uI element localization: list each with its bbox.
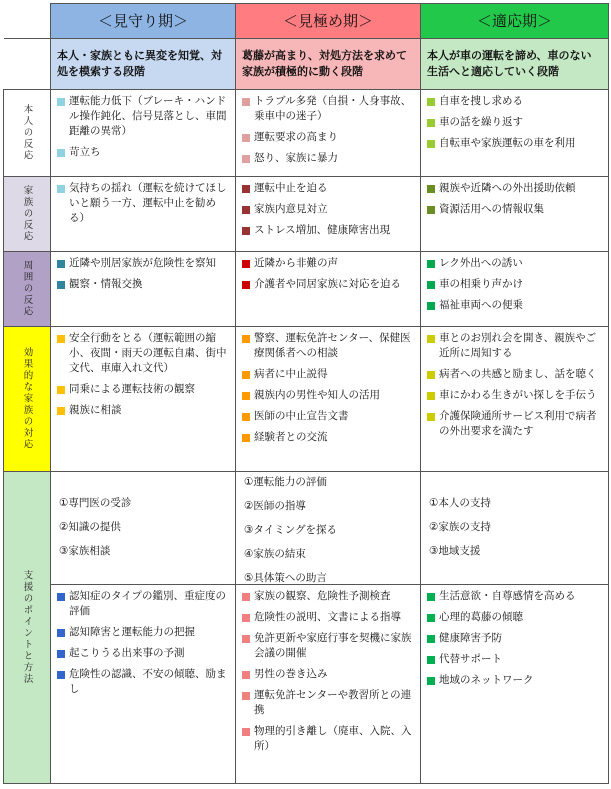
row-label: 家族の反応 [21, 185, 33, 243]
list-item [242, 331, 414, 361]
support-method-list [421, 472, 608, 585]
square-bullet-icon [427, 635, 435, 643]
list-item-text: 男性の巻き込み [254, 668, 328, 680]
list-item-text: 近隣から非難の声 [254, 257, 338, 269]
support-method-item: ①運転能力の評価 [244, 476, 327, 488]
list-item-text: ストレス増加、健康障害出現 [254, 224, 391, 236]
square-bullet-icon [427, 656, 435, 664]
list-item [57, 625, 229, 640]
list-item-text: 運転能力低下（ブレーキ・ハンドル操作鈍化、信号見落とし、車間距離の異常） [69, 95, 227, 137]
cell-effective-family-response-2 [421, 327, 609, 472]
list-item [242, 430, 414, 445]
square-bullet-icon [427, 677, 435, 685]
support-method-list [236, 472, 420, 585]
list-item-text: 資源活用への情報収集 [439, 203, 544, 215]
support-method-list [51, 472, 235, 585]
phase-subtitle-adapt: 本人が車の運転を諦め、車のない生活へと適応していく段階 [421, 39, 609, 90]
square-bullet-icon [427, 260, 435, 268]
square-bullet-icon [242, 134, 250, 142]
phase-title-watch: ＜見守り期＞ [51, 4, 236, 39]
list-item-text: 危険性の認識、不安の傾聴、励まし [69, 668, 227, 695]
list-item [427, 652, 602, 667]
list-item [427, 388, 602, 403]
list-item [242, 610, 414, 625]
square-bullet-icon [427, 593, 435, 601]
list-item-text: 車の話を繰り返す [439, 116, 523, 128]
square-bullet-icon [57, 593, 65, 601]
list-item-text: 心理的葛藤の傾聴 [439, 611, 523, 623]
phase-subtitle-assess: 葛藤が高まり、対処方法を求めて家族が積極的に動く段階 [236, 39, 421, 90]
cell-surrounding-reaction-1 [236, 252, 421, 327]
list-item-text: 福祉車両への便乗 [439, 299, 523, 311]
list-item-text: 運転免許センターや教習所との連携 [254, 689, 412, 716]
row-effective-family-response [4, 327, 609, 472]
support-method-item: ①専門医の受診 [59, 497, 132, 509]
support-method-item: ②医師の指導 [244, 500, 306, 512]
list-item-text: 家族内意見対立 [254, 203, 328, 215]
list-item [242, 688, 414, 718]
list-item [427, 115, 602, 130]
square-bullet-icon [242, 692, 250, 700]
row-support-points [4, 472, 609, 784]
list-item-text: 認知症のタイプの鑑別、重症度の評価 [69, 590, 226, 617]
list-item [242, 130, 414, 145]
list-item-text: 代替サポート [439, 653, 502, 665]
list-item-text: 親族に相談 [69, 404, 122, 416]
item-list [236, 252, 420, 302]
list-item-text: 医師の中止宣告文書 [254, 410, 349, 422]
phase-title-adapt: ＜適応期＞ [421, 4, 609, 39]
list-item [242, 631, 414, 661]
table-body [4, 90, 609, 784]
square-bullet-icon [242, 227, 250, 235]
row-label: 周囲の反応 [21, 260, 33, 318]
support-method-item: ③タイミングを探る [244, 524, 337, 536]
item-list [51, 177, 235, 236]
list-item [427, 256, 602, 271]
row-self-reaction [4, 90, 609, 177]
phase-header-row [4, 4, 609, 39]
cell-surrounding-reaction-0 [51, 252, 236, 327]
list-item-text: 同乗による運転技術の観察 [69, 383, 195, 395]
square-bullet-icon [242, 593, 250, 601]
square-bullet-icon [427, 614, 435, 622]
list-item [242, 367, 414, 382]
list-item-text: 物理的引き離し（廃車、入院、入所） [254, 725, 412, 752]
list-item-text: 運転要求の高まり [254, 131, 338, 143]
cell-effective-family-response-0 [51, 327, 236, 472]
item-list [421, 327, 608, 449]
list-item [57, 145, 229, 160]
list-item [242, 151, 414, 166]
list-item-text: 親族や近隣への外出援助依頼 [439, 182, 576, 194]
corner-cell-2 [4, 39, 51, 90]
support-table-frame [3, 3, 608, 783]
item-list [236, 177, 420, 248]
list-item [57, 277, 229, 292]
cell-support-points-1 [236, 472, 421, 784]
support-method-item: ③家族相談 [59, 545, 111, 557]
item-list [51, 252, 235, 302]
support-method-item: ⑤具体策への助言 [244, 572, 327, 584]
list-item [427, 631, 602, 646]
item-list [51, 327, 235, 428]
list-item [242, 223, 414, 238]
square-bullet-icon [57, 386, 65, 394]
support-method-item: ④家族の結束 [244, 548, 306, 560]
list-item-text: 病者に中止説得 [254, 368, 328, 380]
support-detail-list [236, 585, 420, 764]
row-label-cell [4, 252, 51, 327]
square-bullet-icon [242, 671, 250, 679]
list-item [57, 646, 229, 661]
list-item [427, 277, 602, 292]
square-bullet-icon [57, 671, 65, 679]
item-list [51, 90, 235, 170]
item-list [236, 327, 420, 455]
list-item-text: 家族の観察、危険性予測検査 [254, 590, 391, 602]
list-item [57, 94, 229, 139]
square-bullet-icon [57, 281, 65, 289]
square-bullet-icon [242, 614, 250, 622]
phase-title-assess: ＜見極め期＞ [236, 4, 421, 39]
list-item-text: 気持ちの揺れ（運転を続けてほしいと願う一方、運転中止を勧める） [69, 182, 227, 224]
list-item [242, 589, 414, 604]
square-bullet-icon [242, 155, 250, 163]
square-bullet-icon [242, 281, 250, 289]
item-list [421, 177, 608, 227]
list-item [57, 181, 229, 226]
square-bullet-icon [427, 335, 435, 343]
list-item-text: 親族内の男性や知人の活用 [254, 389, 380, 401]
square-bullet-icon [242, 185, 250, 193]
row-label: 支援のポイントと方法 [21, 570, 33, 685]
cell-family-reaction-2 [421, 177, 609, 252]
list-item [427, 298, 602, 313]
square-bullet-icon [57, 335, 65, 343]
square-bullet-icon [242, 335, 250, 343]
row-label-cell [4, 177, 51, 252]
row-label-cell [4, 327, 51, 472]
cell-family-reaction-1 [236, 177, 421, 252]
list-item [242, 181, 414, 196]
dementia-driving-support-table [3, 3, 609, 784]
list-item-text: 車にかわる生きがい探しを手伝う [439, 389, 597, 401]
cell-support-points-2 [421, 472, 609, 784]
square-bullet-icon [242, 728, 250, 736]
square-bullet-icon [57, 260, 65, 268]
phase-subtitle-row [4, 39, 609, 90]
cell-self-reaction-0 [51, 90, 236, 177]
row-label: 効果的な家族の対応 [21, 347, 33, 451]
cell-support-points-0 [51, 472, 236, 784]
list-item-text: トラブル多発（自損・人身事故、乗車中の迷子） [254, 95, 412, 122]
item-list [421, 252, 608, 323]
corner-cell [4, 4, 51, 39]
list-item-text: 観察・情報交換 [69, 278, 143, 290]
row-family-reaction [4, 177, 609, 252]
list-item-text: 起こりうる出来事の予測 [69, 647, 185, 659]
square-bullet-icon [242, 98, 250, 106]
square-bullet-icon [242, 260, 250, 268]
list-item-text: 車の相乗り声かけ [439, 278, 523, 290]
list-item [242, 277, 414, 292]
square-bullet-icon [57, 650, 65, 658]
list-item [427, 367, 602, 382]
item-list [421, 90, 608, 161]
square-bullet-icon [57, 149, 65, 157]
list-item-text: 運転中止を迫る [254, 182, 328, 194]
square-bullet-icon [242, 392, 250, 400]
list-item [427, 610, 602, 625]
support-method-item: ③地域支援 [429, 545, 481, 557]
row-label-cell [4, 90, 51, 177]
square-bullet-icon [427, 119, 435, 127]
square-bullet-icon [427, 302, 435, 310]
square-bullet-icon [242, 413, 250, 421]
cell-effective-family-response-1 [236, 327, 421, 472]
item-list [236, 90, 420, 176]
square-bullet-icon [427, 206, 435, 214]
phase-subtitle-watch: 本人・家族ともに異変を知覚、対処を模索する段階 [51, 39, 236, 90]
row-surrounding-reaction [4, 252, 609, 327]
list-item-text: 自車を捜し求める [439, 95, 523, 107]
square-bullet-icon [427, 392, 435, 400]
list-item [242, 94, 414, 124]
list-item-text: 健康障害予防 [439, 632, 502, 644]
support-detail-list [51, 585, 235, 707]
cell-self-reaction-1 [236, 90, 421, 177]
support-method-item: ①本人の支持 [429, 497, 491, 509]
square-bullet-icon [427, 98, 435, 106]
list-item [242, 256, 414, 271]
cell-self-reaction-2 [421, 90, 609, 177]
list-item [57, 331, 229, 376]
list-item-text: 車とのお別れ会を開き、親族やご近所に周知する [439, 332, 597, 359]
support-method-item: ②知識の提供 [59, 521, 121, 533]
list-item [427, 673, 602, 688]
list-item [242, 388, 414, 403]
list-item-text: 認知障害と運転能力の把握 [69, 626, 195, 638]
cell-surrounding-reaction-2 [421, 252, 609, 327]
list-item-text: 近隣や別居家族が危険性を察知 [69, 257, 216, 269]
list-item [427, 589, 602, 604]
list-item-text: 危険性の説明、文書による指導 [254, 611, 401, 623]
list-item [427, 331, 602, 361]
list-item [57, 256, 229, 271]
list-item [427, 181, 602, 196]
list-item-text: 自転車や家族運転の車を利用 [439, 137, 576, 149]
list-item [427, 94, 602, 109]
list-item-text: 病者への共感と励まし、話を聴く [439, 368, 597, 380]
square-bullet-icon [242, 371, 250, 379]
square-bullet-icon [57, 185, 65, 193]
list-item [242, 667, 414, 682]
list-item [427, 409, 602, 439]
square-bullet-icon [427, 140, 435, 148]
row-label: 本人の反応 [21, 104, 33, 162]
row-label-cell [4, 472, 51, 784]
square-bullet-icon [427, 413, 435, 421]
list-item [242, 409, 414, 424]
square-bullet-icon [427, 371, 435, 379]
square-bullet-icon [242, 434, 250, 442]
list-item [57, 589, 229, 619]
list-item [427, 202, 602, 217]
square-bullet-icon [427, 281, 435, 289]
square-bullet-icon [57, 98, 65, 106]
list-item [427, 136, 602, 151]
list-item-text: 怒り、家族に暴力 [254, 152, 338, 164]
list-item-text: 生活意欲・自尊感情を高める [439, 590, 576, 602]
support-detail-list [421, 585, 608, 698]
list-item-text: 介護保険通所サービス利用で病者の外出要求を満たす [439, 410, 597, 437]
list-item [242, 202, 414, 217]
list-item-text: 経験者との交流 [254, 431, 328, 443]
square-bullet-icon [242, 635, 250, 643]
list-item-text: 介護者や同居家族に対応を迫る [254, 278, 401, 290]
square-bullet-icon [57, 629, 65, 637]
square-bullet-icon [57, 407, 65, 415]
cell-family-reaction-0 [51, 177, 236, 252]
list-item-text: レク外出への誘い [439, 257, 523, 269]
list-item [57, 667, 229, 697]
list-item-text: 免許更新や家庭行事を契機に家族会議の開催 [254, 632, 412, 659]
square-bullet-icon [427, 185, 435, 193]
list-item [57, 403, 229, 418]
list-item-text: 地域のネットワーク [439, 674, 534, 686]
list-item [242, 724, 414, 754]
support-method-item: ②家族の支持 [429, 521, 491, 533]
list-item [57, 382, 229, 397]
square-bullet-icon [242, 206, 250, 214]
list-item-text: 苛立ち [69, 146, 101, 158]
list-item-text: 警察、運転免許センター、保健医療関係者への相談 [254, 332, 411, 359]
list-item-text: 安全行動をとる（運転範囲の縮小、夜間・雨天の運転自粛、街中文代、車庫入れ文代） [69, 332, 227, 374]
